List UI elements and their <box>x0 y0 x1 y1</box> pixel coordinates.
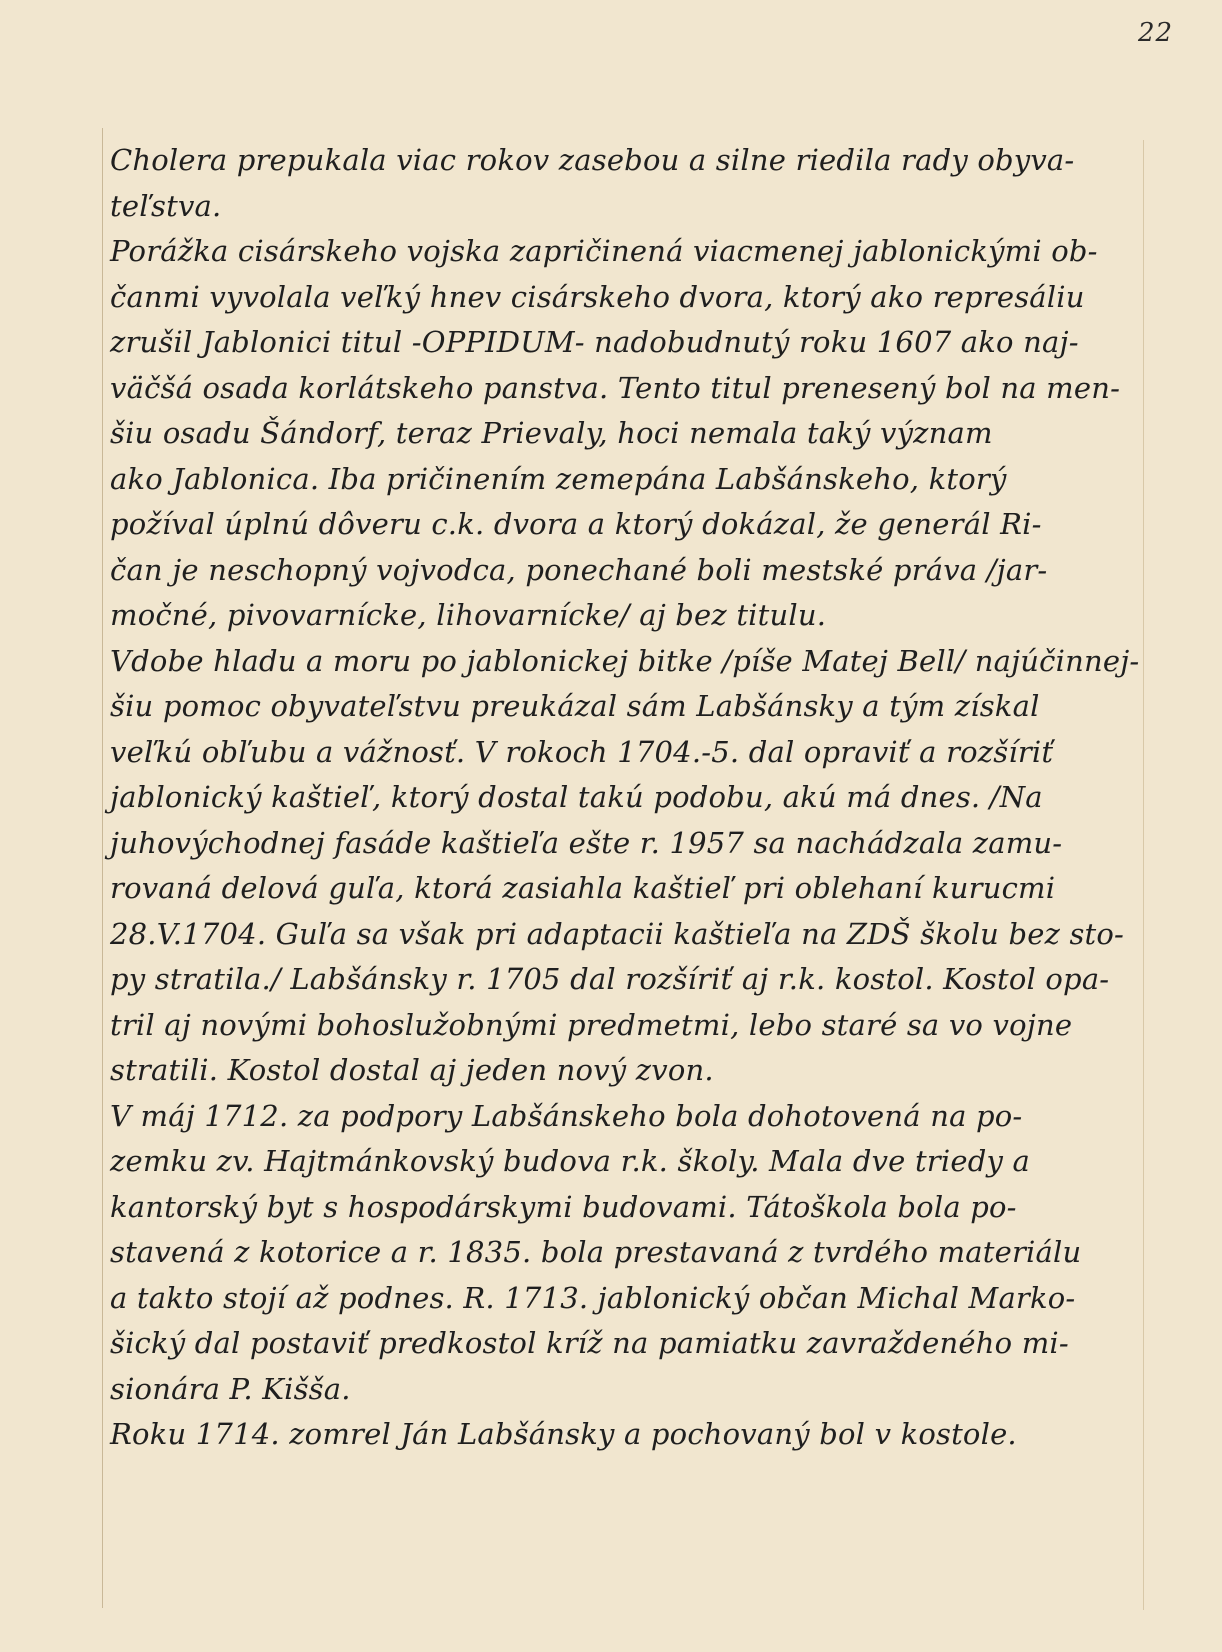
text-line: Vdobe hladu a moru po jablonickej bitke /píše Matej Bell/ najúčinnej- <box>110 643 1140 678</box>
page-number: 22 <box>1138 18 1174 48</box>
text-line: stratili. Kostol dostal aj jeden nový zvon. <box>110 1053 714 1087</box>
text-line: teľstva. <box>110 188 222 223</box>
text-line: jablonický kaštieľ, ktorý dostal takú podobu, akú má dnes. /Na <box>110 780 1043 814</box>
text-line: stavená z kotorice a r. 1835. bola prestavaná z tvrdého materiálu <box>110 1235 1082 1269</box>
text-line: zrušil Jablonici titul -OPPIDUM- nadobudnutý roku 1607 ako naj- <box>110 325 1079 359</box>
text-line: Roku 1714. zomrel Ján Labšánsky a pochovaný bol v kostole. <box>110 1417 1017 1451</box>
text-line: zemku zv. Hajtmánkovský budova r.k. školy. Mala dve triedy a <box>110 1144 1030 1178</box>
text-line: Porážka cisárskeho vojska zapričinená viacmenej jablonickými ob- <box>110 234 1098 268</box>
text-line: požíval úplnú dôveru c.k. dvora a ktorý dokázal, že generál Ri- <box>110 507 1042 541</box>
text-line: a takto stojí až podnes. R. 1713. jablonický občan Michal Marko- <box>110 1280 1076 1315</box>
text-line: močné, pivovarnícke, lihovarnícke/ aj bez titulu. <box>110 598 827 632</box>
left-margin-line <box>102 128 103 1608</box>
text-line: V máj 1712. za podpory Labšánskeho bola dohotovená na po- <box>110 1098 1023 1133</box>
text-line: py stratila./ Labšánsky r. 1705 dal rozšíriť aj r.k. kostol. Kostol opa- <box>110 962 1110 996</box>
text-line: rovaná delová guľa, ktorá zasiahla kaštieľ pri oblehaní kurucmi <box>110 871 1056 905</box>
text-line: kantorský byt s hospodárskymi budovami. Tátoškola bola po- <box>110 1189 1017 1224</box>
handwritten-text-block <box>110 138 1155 1458</box>
text-line: veľkú obľubu a vážnosť. V rokoch 1704.-5. dal opraviť a rozšíriť <box>110 734 1054 769</box>
text-line: juhovýchodnej fasáde kaštieľa ešte r. 1957 sa nachádzala zamu- <box>110 825 1063 860</box>
text-line: šický dal postaviť predkostol kríž na pamiatku zavraždeného mi- <box>110 1326 1069 1360</box>
text-line: väčšá osada korlátskeho panstva. Tento titul prenesený bol na men- <box>110 370 1121 405</box>
text-line: ako Jablonica. Iba pričinením zemepána Labšánskeho, ktorý <box>110 461 1007 496</box>
text-line: sionára P. Kišša. <box>110 1371 351 1406</box>
text-line: šiu pomoc obyvateľstvu preukázal sám Labšánsky a tým získal <box>110 689 1040 723</box>
text-line: šiu osadu Šándorf, teraz Prievaly, hoci nemala taký význam <box>110 416 993 450</box>
text-line: čan je neschopný vojvodca, ponechané boli mestské práva /jar- <box>110 552 1048 587</box>
text-line: tril aj novými bohoslužobnými predmetmi, lebo staré sa vo vojne <box>110 1007 1073 1042</box>
text-line: Cholera prepukala viac rokov zasebou a silne riedila rady obyva- <box>110 143 1075 177</box>
text-line: čanmi vyvolala veľký hnev cisárskeho dvora, ktorý ako represáliu <box>110 279 1085 314</box>
text-line: 28.V.1704. Guľa sa však pri adaptacii kaštieľa na ZDŠ školu bez sto- <box>110 916 1125 951</box>
